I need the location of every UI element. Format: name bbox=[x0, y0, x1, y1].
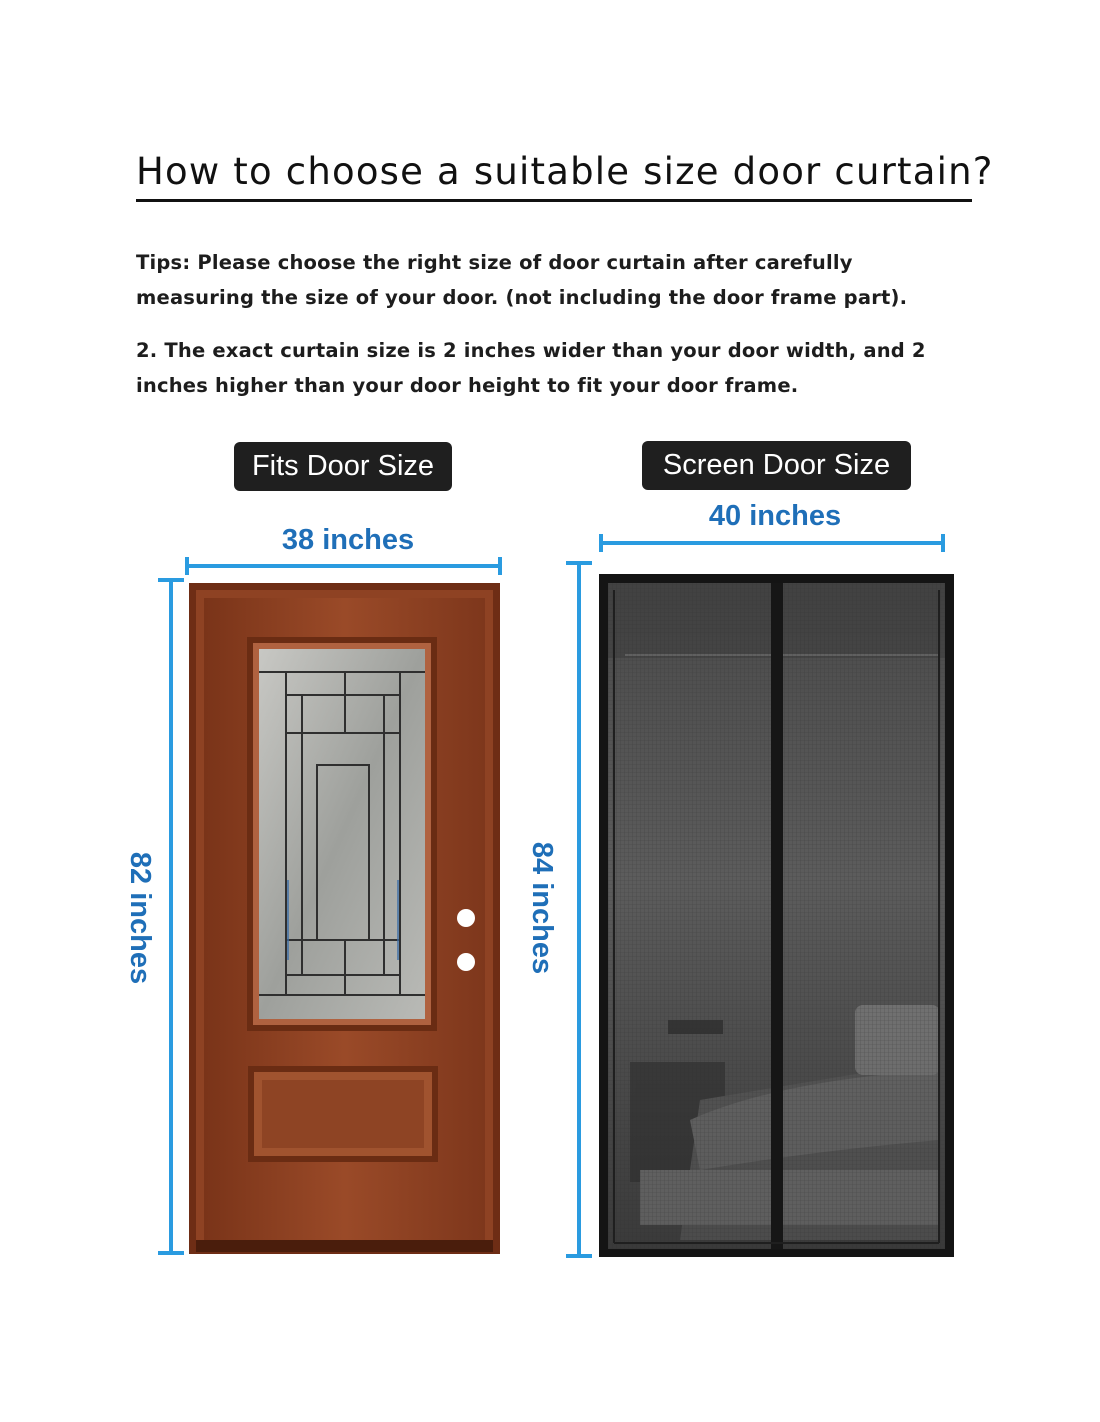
door-width-label: 38 inches bbox=[281, 524, 415, 556]
page-title: How to choose a suitable size door curtain? bbox=[136, 150, 994, 193]
tip-text-2: 2. The exact curtain size is 2 inches wider than your door width, and 2 inches higher than your door height to fit your door frame. bbox=[136, 339, 926, 397]
screen-door-size-badge: Screen Door Size bbox=[642, 441, 911, 490]
screen-width-label: 40 inches bbox=[708, 500, 842, 532]
screen-height-measure-line bbox=[566, 563, 592, 1256]
wooden-door bbox=[189, 583, 500, 1254]
door-hole-upper bbox=[457, 909, 475, 927]
door-width-measure-line bbox=[187, 557, 500, 575]
screen-door-curtain bbox=[599, 574, 954, 1257]
tip-text-1: Tips: Please choose the right size of door curtain after carefully measuring the size of your door. (not including the door frame part). bbox=[136, 251, 908, 309]
screen-height-label: 84 inches bbox=[526, 841, 558, 975]
door-height-label: 82 inches bbox=[124, 851, 156, 985]
fits-door-size-badge: Fits Door Size bbox=[234, 442, 452, 491]
door-hole-lower bbox=[457, 953, 475, 971]
screen-width-measure-line bbox=[601, 534, 943, 552]
door-height-measure-line bbox=[158, 580, 184, 1253]
